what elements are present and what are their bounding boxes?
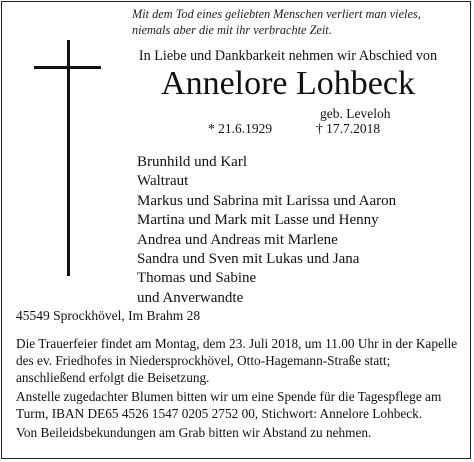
funeral-info <box>16 336 462 386</box>
funeral-line-1: Die Trauerfeier findet am Montag, dem 23. Juli 2018, um 11.00 Uhr in der Kapelle <box>16 336 458 351</box>
cross-horizontal-bar <box>34 66 101 69</box>
deceased-name: Annelore Lohbeck <box>161 65 415 102</box>
closing-note <box>16 425 462 442</box>
mourner-entry: Markus und Sabrina mit Larissa und Aaron <box>137 192 397 209</box>
cross-vertical-bar <box>67 40 70 276</box>
funeral-line-2: des ev. Friedhofes in Niedersprockhövel, Otto-Hagemann-Straße statt; <box>16 352 391 368</box>
mourner-entry: Sandra und Sven mit Lukas und Jana <box>137 251 360 268</box>
mourners-list <box>137 153 396 308</box>
birth-date: * 21.6.1929 <box>208 121 273 136</box>
funeral-line-3: anschließend erfolgt die Beisetzung. <box>16 369 210 385</box>
motto-line-2: niemals aber die mit ihr verbrachte Zeit. <box>132 23 332 37</box>
family-address: 45549 Sprockhövel, Im Brahm 28 <box>16 308 201 323</box>
mourner-entry: Martina und Mark mit Lasse und Henny <box>137 212 379 229</box>
mourner-entry: Andrea und Andreas mit Marlene <box>137 231 338 248</box>
donation-line-1: Anstelle zugedachter Blumen bitten wir um eine Spende für die Tagespflege am <box>16 389 442 404</box>
closing-line: Von Beileidsbekundungen am Grab bitten wir Abstand zu nehmen. <box>16 425 372 440</box>
life-dates <box>118 121 458 139</box>
intro-text: In Liebe und Dankbarkeit nehmen wir Abschied von <box>138 48 438 64</box>
motto-line-1: Mit dem Tod eines geliebten Menschen verliert man vieles, <box>132 7 421 21</box>
donation-line-2: Turm, IBAN DE65 4526 1547 0205 2752 00, Stichwort: Annelore Lohbeck. <box>16 405 423 421</box>
death-date: † 17.7.2018 <box>316 121 381 136</box>
donation-info <box>16 389 462 423</box>
motto-quote <box>132 6 462 38</box>
mourner-entry: Thomas und Sabine <box>137 270 257 287</box>
mourner-entry: Waltraut <box>137 173 189 190</box>
mourner-entry: und Anverwandte <box>137 289 244 306</box>
maiden-name: geb. Leveloh <box>320 106 391 121</box>
mourner-entry: Brunhild und Karl <box>137 154 247 170</box>
